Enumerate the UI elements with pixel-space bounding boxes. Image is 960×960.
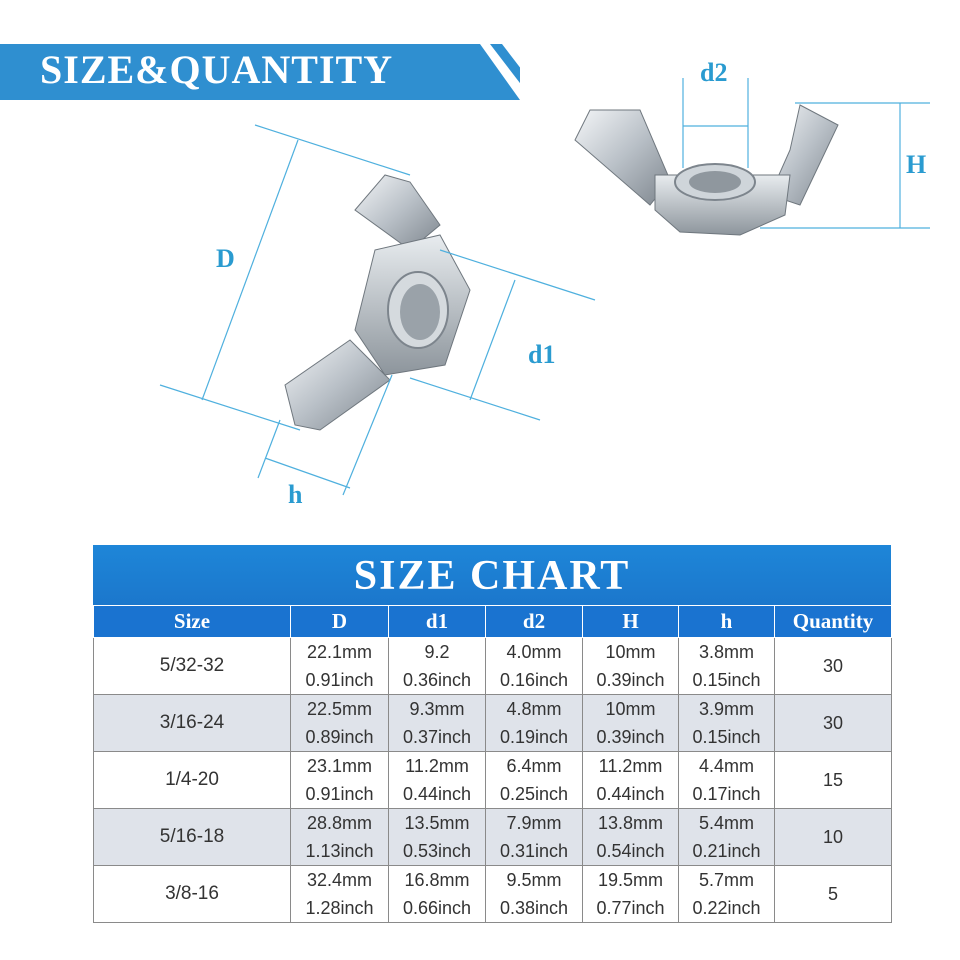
wing-nut-front-view xyxy=(575,105,838,235)
cell-d2 xyxy=(486,695,583,752)
cell-inch: 0.15inch xyxy=(692,670,761,690)
dimension-label-D: D xyxy=(216,244,235,273)
cell-mm: 11.2mm xyxy=(598,756,663,776)
cell-mm: 13.8mm xyxy=(597,813,664,833)
dimension-label-d2: d2 xyxy=(700,58,728,87)
cell-h xyxy=(679,638,775,695)
cell-h xyxy=(679,752,775,809)
table-row xyxy=(94,695,892,752)
cell-inch: 0.25inch xyxy=(499,784,569,804)
header-quantity: Quantity xyxy=(775,606,892,638)
cell-d2 xyxy=(486,809,583,866)
cell-mm: 28.8mm xyxy=(306,813,373,833)
cell-inch: 0.37inch xyxy=(402,727,472,747)
wing-nut-side-view xyxy=(285,175,470,430)
cell-inch: 0.44inch xyxy=(402,784,472,804)
cell-mm: 5.7mm xyxy=(698,870,754,890)
cell-inch: 0.15inch xyxy=(692,727,761,747)
cell-mm: 19.5mm xyxy=(597,870,664,890)
cell-quantity: 15 xyxy=(775,752,892,809)
cell-mm: 4.4mm xyxy=(698,756,754,776)
cell-h xyxy=(679,695,775,752)
cell-D xyxy=(291,809,389,866)
cell-inch: 0.53inch xyxy=(402,841,472,861)
banner-title: SIZE&QUANTITY xyxy=(40,47,394,92)
cell-h xyxy=(679,866,775,923)
cell-inch: 0.21inch xyxy=(692,841,761,861)
dimension-label-d1: d1 xyxy=(528,340,556,369)
cell-D xyxy=(291,866,389,923)
cell-mm: 10mm xyxy=(605,699,656,719)
cell-inch: 0.66inch xyxy=(402,898,472,918)
cell-mm: 13.5mm xyxy=(404,813,470,833)
cell-quantity: 10 xyxy=(775,809,892,866)
cell-inch: 0.77inch xyxy=(596,898,665,918)
cell-D xyxy=(291,695,389,752)
cell-inch: 0.17inch xyxy=(692,784,761,804)
header-h: h xyxy=(679,606,775,638)
cell-d1 xyxy=(389,638,486,695)
cell-mm: 3.8mm xyxy=(698,642,754,662)
cell-D xyxy=(291,638,389,695)
cell-inch: 0.39inch xyxy=(596,670,665,690)
cell-inch: 1.13inch xyxy=(305,841,374,861)
cell-mm: 9.2 xyxy=(424,642,450,662)
table-header-row xyxy=(94,606,892,638)
table-row xyxy=(94,752,892,809)
cell-mm: 22.1mm xyxy=(306,642,373,662)
cell-inch: 0.91inch xyxy=(305,784,374,804)
cell-inch: 0.91inch xyxy=(305,670,374,690)
cell-mm: 10mm xyxy=(605,642,656,662)
cell-inch: 0.39inch xyxy=(596,727,665,747)
dimension-label-H: H xyxy=(906,150,927,179)
cell-H xyxy=(583,866,679,923)
cell-H xyxy=(583,695,679,752)
cell-mm: 9.5mm xyxy=(506,870,562,890)
cell-quantity: 30 xyxy=(775,638,892,695)
cell-inch: 1.28inch xyxy=(305,898,374,918)
cell-mm: 9.3mm xyxy=(409,699,465,719)
cell-mm: 4.8mm xyxy=(506,699,562,719)
cell-mm: 23.1mm xyxy=(306,756,373,776)
cell-d2 xyxy=(486,752,583,809)
cell-mm: 11.2mm xyxy=(405,756,469,776)
cell-H xyxy=(583,638,679,695)
cell-size: 3/8-16 xyxy=(94,866,291,923)
size-chart xyxy=(93,545,891,923)
cell-inch: 0.16inch xyxy=(499,670,569,690)
cell-mm: 4.0mm xyxy=(506,642,562,662)
cell-size: 5/32-32 xyxy=(94,638,291,695)
cell-d1 xyxy=(389,809,486,866)
cell-size: 3/16-24 xyxy=(94,695,291,752)
cell-inch: 0.44inch xyxy=(596,784,665,804)
cell-inch: 0.38inch xyxy=(499,898,569,918)
cell-inch: 0.36inch xyxy=(402,670,472,690)
cell-quantity: 30 xyxy=(775,695,892,752)
cell-d1 xyxy=(389,752,486,809)
header-d2: d2 xyxy=(486,606,583,638)
cell-h xyxy=(679,809,775,866)
cell-inch: 0.54inch xyxy=(596,841,665,861)
cell-d1 xyxy=(389,866,486,923)
cell-mm: 32.4mm xyxy=(306,870,373,890)
cell-H xyxy=(583,752,679,809)
table-row xyxy=(94,866,892,923)
cell-d2 xyxy=(486,638,583,695)
cell-D xyxy=(291,752,389,809)
header-d1: d1 xyxy=(389,606,486,638)
cell-size: 5/16-18 xyxy=(94,809,291,866)
cell-inch: 0.19inch xyxy=(499,727,569,747)
cell-mm: 7.9mm xyxy=(506,813,562,833)
table-row xyxy=(94,638,892,695)
cell-mm: 16.8mm xyxy=(404,870,470,890)
cell-inch: 0.31inch xyxy=(499,841,569,861)
cell-H xyxy=(583,809,679,866)
cell-d1 xyxy=(389,695,486,752)
size-chart-table xyxy=(93,605,892,923)
cell-d2 xyxy=(486,866,583,923)
header-H: H xyxy=(583,606,679,638)
cell-inch: 0.22inch xyxy=(692,898,761,918)
cell-mm: 3.9mm xyxy=(698,699,754,719)
dimension-label-h: h xyxy=(288,480,303,509)
table-row xyxy=(94,809,892,866)
cell-size: 1/4-20 xyxy=(94,752,291,809)
cell-mm: 6.4mm xyxy=(506,756,562,776)
cell-inch: 0.89inch xyxy=(305,727,374,747)
header-D: D xyxy=(291,606,389,638)
cell-mm: 5.4mm xyxy=(698,813,754,833)
cell-mm: 22.5mm xyxy=(306,699,373,719)
size-chart-title: SIZE CHART xyxy=(93,545,891,605)
cell-quantity: 5 xyxy=(775,866,892,923)
header-size: Size xyxy=(94,606,291,638)
